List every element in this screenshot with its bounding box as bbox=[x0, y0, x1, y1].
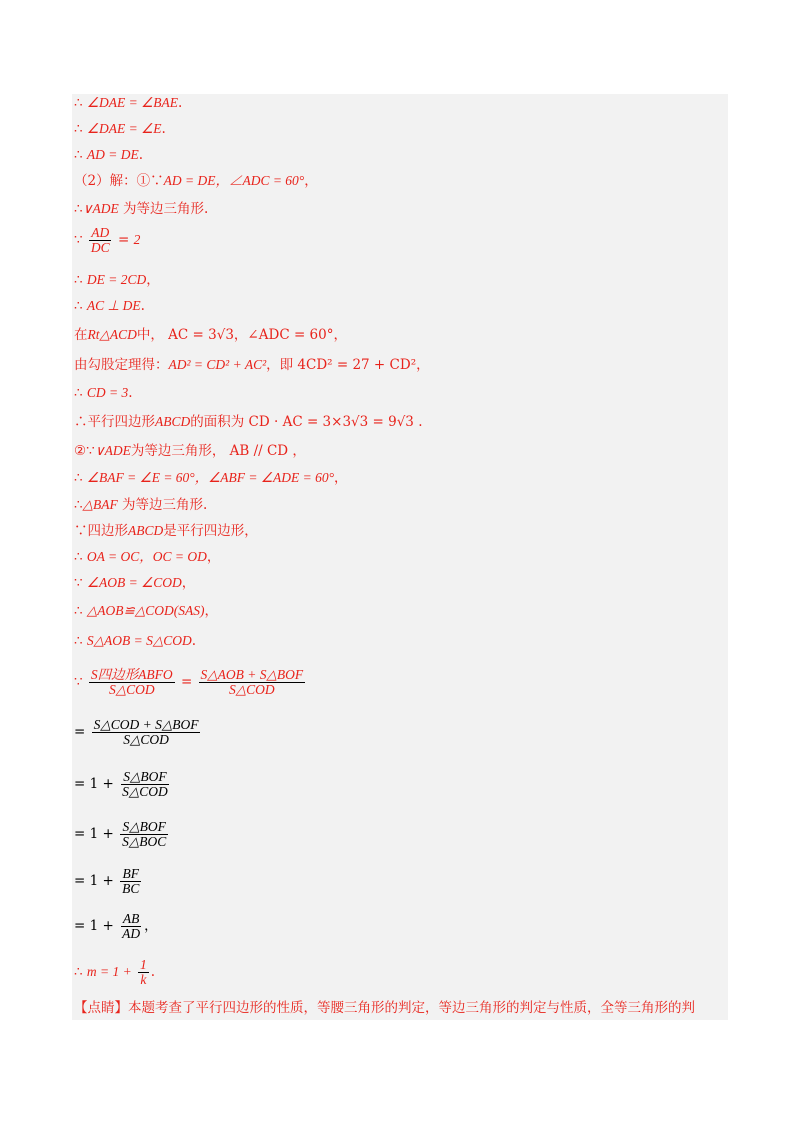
line-3: ∴ AD = DE. bbox=[74, 147, 144, 163]
line-12: ∴平行四边形ABCD的面积为 CD · AC = 3×3√3 = 9√3 . bbox=[74, 414, 423, 430]
line-11: ∴ CD = 3. bbox=[74, 385, 133, 401]
line-15: ∴△BAF 为等边三角形. bbox=[74, 497, 208, 513]
fraction-f4: $\frac{\text{S△BOF}}{\text{S△BOC}}$ bbox=[122, 819, 167, 849]
line-14: ∴ ∠BAF = ∠E = 60°，∠ABF = ∠ADE = 60°， bbox=[74, 470, 348, 486]
line-22: = $\frac{\text{S△COD + S△BOF}}{\text{S△COD}}$ bbox=[74, 717, 199, 747]
line-9: 在Rt△ACD中， AC = 3√3，∠ADC = 60°， bbox=[74, 327, 347, 343]
ratio-fraction: $\frac{AD}{DC}$ bbox=[90, 225, 110, 255]
line-18: ∵ ∠AOB = ∠COD， bbox=[74, 575, 196, 591]
line-1: ∴ ∠DAE = ∠BAE. bbox=[74, 95, 183, 111]
fraction-f1-right: $\frac{\text{S△AOB + S△BOF}}{\text{S△COD}}$ bbox=[200, 667, 304, 697]
fraction-f3: $\frac{\text{S△BOF}}{\text{S△COD}}$ bbox=[122, 769, 168, 799]
line-21: ∵ $\frac{\text{S四边形ABFO}}{\text{S△COD}}$ = $\frac{\text{S△AOB + S△BOF}}{\text{S△COD}}$ bbox=[74, 667, 304, 697]
fraction-f5: $\frac{BF}{BC}$ bbox=[122, 866, 140, 896]
line-7: ∴ DE = 2CD， bbox=[74, 272, 160, 288]
fraction-f1-left: $\frac{\text{S四边形ABFO}}{\text{S△COD}}$ bbox=[90, 667, 173, 697]
line-4: （2）解：①∵AD = DE，∠ADC = 60°， bbox=[74, 173, 318, 189]
note-text: 【点睛】本题考查了平行四边形的性质，等腰三角形的判定，等边三角形的判定与性质，全等三角形的判 bbox=[74, 1000, 695, 1016]
line-5: ∴∨ADE 为等边三角形. bbox=[74, 201, 209, 217]
line-27: ∴ m = 1 + $\frac{1}{k}$ . bbox=[74, 957, 156, 987]
line-13: ②∵∨ADE为等边三角形， AB // CD ， bbox=[74, 443, 306, 459]
line-2: ∴ ∠DAE = ∠E. bbox=[74, 121, 166, 137]
line-19: ∴ △AOB≌△COD(SAS)， bbox=[74, 603, 218, 619]
line-24: = 1 + $\frac{\text{S△BOF}}{\text{S△BOC}}$ bbox=[74, 819, 167, 849]
line-17: ∴ OA = OC，OC = OD， bbox=[74, 549, 221, 565]
line-26: = 1 + $\frac{AB}{AD}$ ， bbox=[74, 911, 158, 941]
line-10: 由勾股定理得：AD² = CD² + AC²，即 4CD² = 27 + CD²， bbox=[74, 357, 430, 373]
line-25: = 1 + $\frac{BF}{BC}$ bbox=[74, 866, 140, 896]
line-20: ∴ S△AOB = S△COD. bbox=[74, 633, 197, 649]
line-16: ∵四边形ABCD是平行四边形， bbox=[74, 523, 258, 539]
line-8: ∴ AC ⊥ DE. bbox=[74, 298, 145, 314]
line-23: = 1 + $\frac{\text{S△BOF}}{\text{S△COD}}$ bbox=[74, 769, 168, 799]
fraction-f6: $\frac{AB}{AD}$ bbox=[122, 911, 141, 941]
fraction-f2: $\frac{\text{S△COD + S△BOF}}{\text{S△COD}}$ bbox=[93, 717, 199, 747]
line-6: ∵ $\frac{AD}{DC}$ = 2 bbox=[74, 225, 141, 255]
fraction-f7: $\frac{1}{k}$ bbox=[140, 957, 147, 987]
